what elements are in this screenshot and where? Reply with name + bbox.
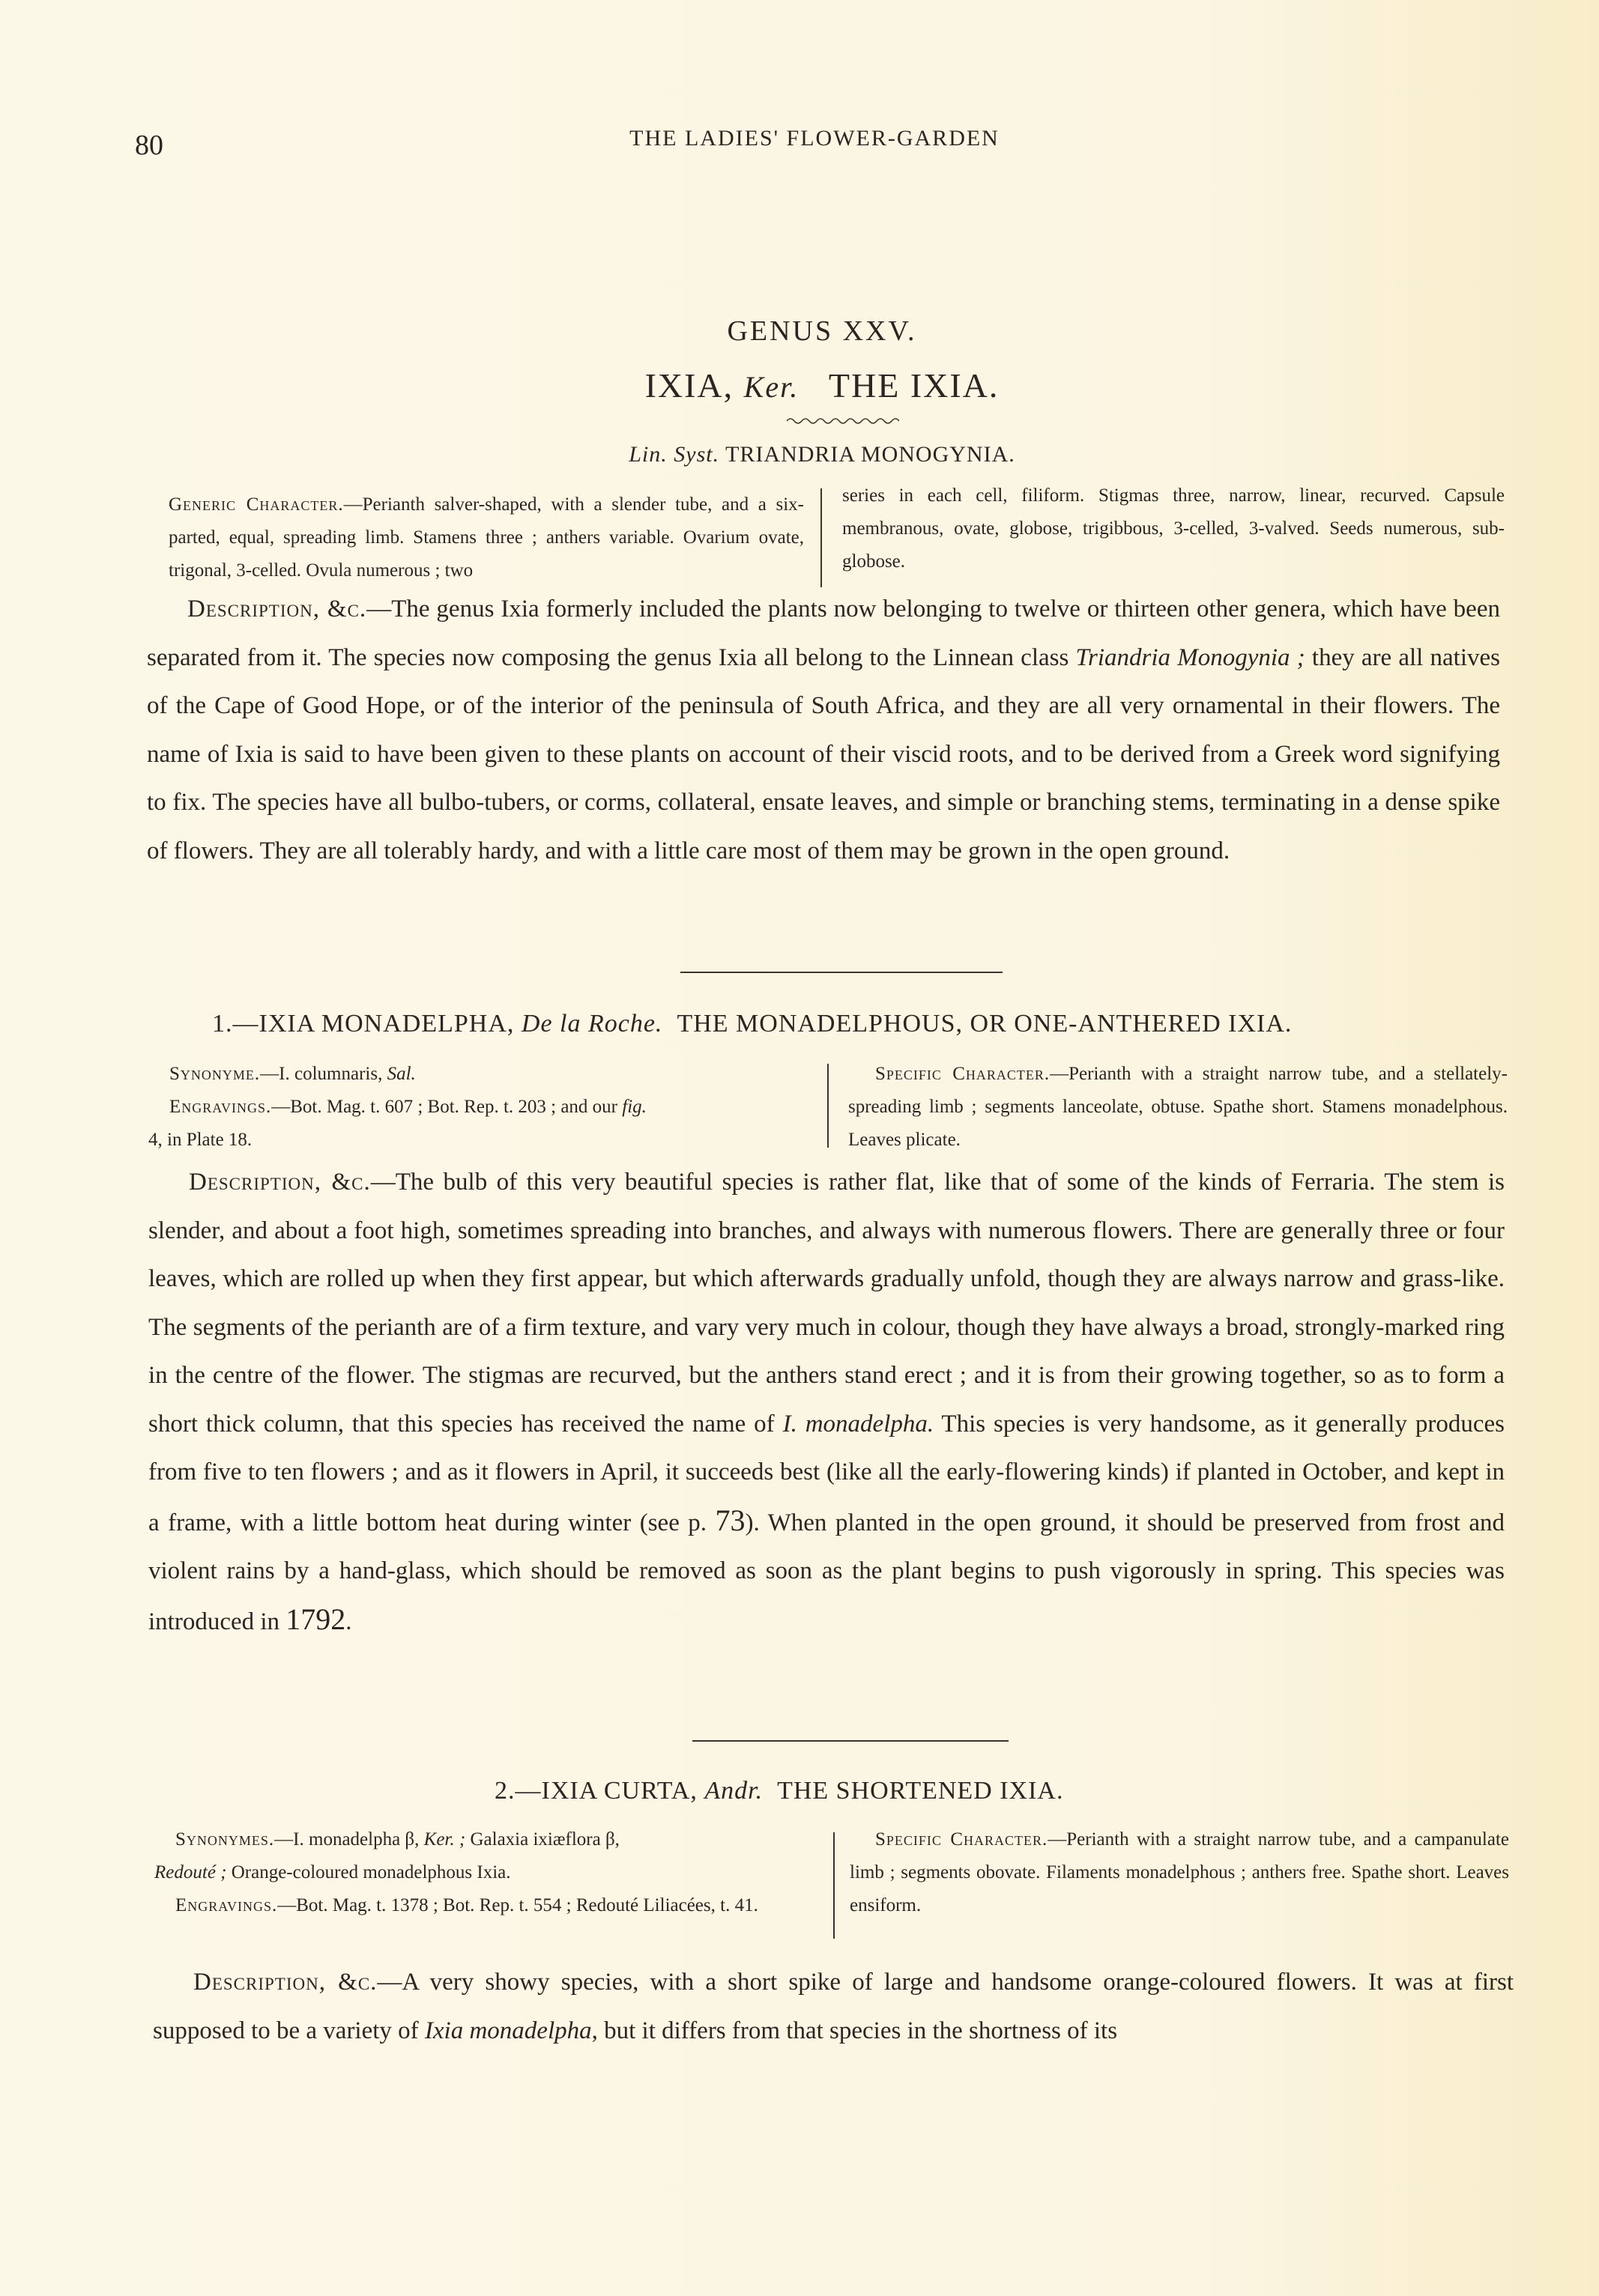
synonyme-label: Synonyme. (169, 1064, 261, 1084)
engravings-tail: 4, in Plate 18. (148, 1130, 253, 1150)
species-1-description-end: . (345, 1608, 352, 1635)
species-1-description (148, 1158, 1505, 1646)
species-2-description-text-1: —A very showy species, with a short spike of large and handsome orange-coloured flowers. It was at first supposed to be a variety of (153, 1969, 1514, 2044)
genus-description (147, 585, 1500, 875)
species-1-authority: De la Roche. (521, 1010, 663, 1038)
species-2-common: THE SHORTENED IXIA. (777, 1777, 1064, 1805)
species-1-common: THE MONADELPHOUS, OR ONE-ANTHERED IXIA. (677, 1010, 1293, 1038)
synonymes-text-3: Orange-coloured monadelphous Ixia. (231, 1862, 511, 1882)
running-title: THE LADIES' FLOWER-GARDEN (629, 126, 1000, 151)
species-1-name: 1.—IXIA MONADELPHA, (212, 1010, 515, 1038)
species-2-description (153, 1958, 1514, 2055)
species-1-year: 1792 (285, 1602, 346, 1636)
specific-character-2-label: Specific Character. (875, 1829, 1048, 1850)
species-1-description-label: Description, &c. (189, 1169, 371, 1196)
generic-character-left (169, 488, 822, 587)
generic-character-label: Generic Character. (169, 494, 344, 515)
synonyme-text: —I. columnaris, (260, 1064, 383, 1084)
genus-label: GENUS XXV. (727, 315, 917, 347)
generic-character-text: —Perianth salver-shaped, with a slender tube, and a six-parted, equal, spreading limb. Stamens three ; anthers variable. Ovarium ovate, trigonal, 3-celled. Ovula numerous ; two (169, 494, 804, 581)
species-1-description-text-1: —The bulb of this very beautiful species is rather flat, like that of some of the kinds of Ferraria. The stem is slender, and about a foot high, sometimes spreading into branches, and always with numerous flowers. There are generally three or four leaves, which are rolled up when they first appear, but which afterwards gradually unfold, though they are always narrow and grass-like. The segments of the perianth are of a firm texture, and vary very much in colour, though they have always a broad, strongly-marked ring in the centre of the flower. The stigmas are recurved, but the anthers stand erect ; and it is from their growing together, so as to form a short thick column, that this species has received the name of (148, 1169, 1505, 1438)
description-label: Description, &c. (187, 596, 367, 623)
engravings-fig: fig. (622, 1097, 647, 1117)
species-2-heading (495, 1777, 1559, 1805)
species-2-description-name: Ixia monadelpha (424, 2017, 592, 2044)
lin-syst-label: Lin. Syst. (629, 442, 720, 467)
column-divider (827, 1064, 829, 1148)
page-number: 80 (135, 130, 163, 161)
species-1-heading (212, 1010, 1531, 1038)
species-2-specific-character (850, 1823, 1509, 1922)
lin-syst-value: TRIANDRIA MONOGYNIA. (725, 442, 1015, 467)
specific-character-2-text: —Perianth with a straight narrow tube, and a campanulate limb ; segments obovate. Filaments monadelphous ; anthers free. Spathe short. Leaves ensiform. (850, 1829, 1509, 1915)
synonyme-author: Sal. (387, 1064, 416, 1084)
generic-character-right: series in each cell, filiform. Stigmas three, narrow, linear, recurved. Capsule membranous, ovate, globose, trigibbous, 3-celled, 3-valved. Seeds numerous, sub-globose. (842, 485, 1505, 572)
genus-common-name: THE IXIA. (828, 366, 1000, 405)
engravings-2-label: Engravings. (175, 1895, 278, 1915)
species-1-page-ref: 73 (715, 1503, 746, 1537)
species-2-synonyms (154, 1823, 811, 1922)
specific-character-label: Specific Character. (875, 1064, 1051, 1084)
genus-name: IXIA, (644, 366, 734, 405)
genus-authority: Ker. (743, 370, 800, 404)
species-2-name: 2.—IXIA CURTA, (495, 1777, 698, 1805)
species-2-authority: Andr. (704, 1777, 764, 1805)
column-divider-2 (833, 1832, 835, 1939)
engravings-2-text: —Bot. Mag. t. 1378 ; Bot. Rep. t. 554 ; Redouté Liliacées, t. 41. (277, 1895, 758, 1915)
species-1-specific-character (842, 1058, 1508, 1157)
species-2-description-text-2: , but it differs from that species in the shortness of its (591, 2017, 1118, 2044)
species-1-synonyms (148, 1058, 824, 1157)
wavy-ornament (787, 417, 899, 425)
engravings-text: —Bot. Mag. t. 607 ; Bot. Rep. t. 203 ; and our (271, 1097, 618, 1117)
species-1-description-text-2: This species is very handsome, as it generally produces from five to ten flowers ; and as it flowers in April, it succeeds best (like all the early-flowering kinds) if planted in October, and kept in a frame, with a little bottom heat during winter (see p. (148, 1410, 1505, 1536)
specific-character-text: —Perianth with a straight narrow tube, and a stellately-spreading limb ; segments lanceolate, obtuse. Spathe short. Stamens monadelphous. Leaves plicate. (848, 1064, 1508, 1150)
synonymes-label: Synonymes. (175, 1829, 275, 1850)
section-divider-2 (692, 1740, 1009, 1742)
genus-description-text-2: they are all natives of the Cape of Good Hope, or of the interior of the peninsula of South Africa, and they are all very ornamental in their flowers. The name of Ixia is said to have been given to these plants on account of their viscid roots, and to be derived from a Greek word signifying to fix. The species have all bulbo-tubers, or corms, collateral, ensate leaves, and simple or branching stems, terminating in a dense spike of flowers. They are all tolerably hardy, and with a little care most of them may be grown in the open ground. (147, 643, 1500, 864)
synonymes-ker: Ker. ; (423, 1829, 466, 1850)
species-1-description-text-3: ). When planted in the open ground, it should be preserved from frost and violent rains by a hand-glass, which should be removed as soon as the plant begins to push vigorously in spring. This species was introduced in (148, 1509, 1505, 1635)
section-divider (680, 972, 1003, 973)
synonymes-text: —I. monadelpha β, (274, 1829, 420, 1850)
species-1-description-name: I. monadelpha. (782, 1410, 934, 1438)
species-2-description-label: Description, &c. (193, 1969, 378, 1996)
genus-class-name: Triandria Monogynia ; (1075, 643, 1305, 671)
genus-title (0, 366, 1599, 405)
engravings-label: Engravings. (169, 1097, 272, 1117)
synonymes-text-2: Galaxia ixiæflora β, (470, 1829, 620, 1850)
linnaean-system (0, 442, 1599, 467)
synonymes-redoute: Redouté ; (154, 1862, 227, 1882)
genus-description-text-1: —The genus Ixia formerly included the plants now belonging to twelve or thirteen other genera, which have been separated from it. The species now composing the genus Ixia all belong to the Linnean class (147, 596, 1500, 671)
